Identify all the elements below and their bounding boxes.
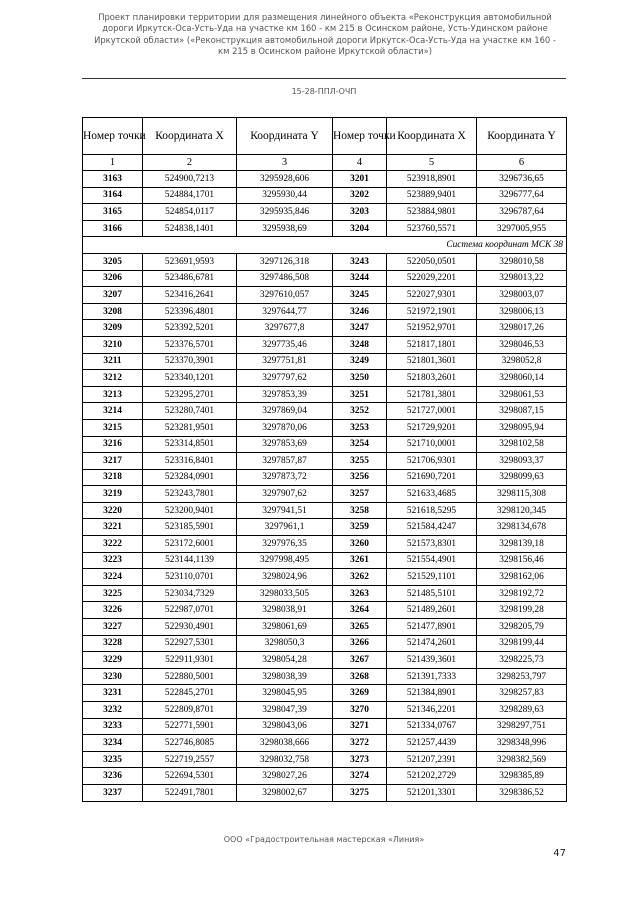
coord-y-cell: 3298017,26 bbox=[477, 320, 567, 337]
point-number-cell: 3254 bbox=[333, 436, 387, 453]
coord-x-cell: 521485,5101 bbox=[387, 585, 477, 602]
coord-x-cell: 523316,8401 bbox=[143, 453, 237, 470]
coord-x-cell: 521439,3601 bbox=[387, 652, 477, 669]
coord-y-cell: 3297677,8 bbox=[237, 320, 333, 337]
coord-y-cell: 3298386,52 bbox=[477, 784, 567, 801]
point-number-cell: 3274 bbox=[333, 768, 387, 785]
coord-y-cell: 3298050,3 bbox=[237, 635, 333, 652]
point-number-cell: 3245 bbox=[333, 287, 387, 304]
point-number-cell: 3268 bbox=[333, 668, 387, 685]
coord-x-cell: 523295,2701 bbox=[143, 386, 237, 403]
table-row bbox=[83, 220, 567, 237]
point-number-cell: 3246 bbox=[333, 303, 387, 320]
point-number-cell: 3263 bbox=[333, 585, 387, 602]
coord-y-cell: 3297797,62 bbox=[237, 370, 333, 387]
coord-y-cell: 3298038,39 bbox=[237, 668, 333, 685]
coord-y-cell: 3298003,07 bbox=[477, 287, 567, 304]
point-number-cell: 3219 bbox=[83, 486, 143, 503]
table-body-bottom bbox=[83, 253, 567, 801]
coord-x-cell: 523884,9801 bbox=[387, 204, 477, 221]
header-divider bbox=[82, 78, 566, 79]
table-row bbox=[83, 519, 567, 536]
point-number-cell: 3205 bbox=[83, 253, 143, 270]
coord-y-cell: 3298115,308 bbox=[477, 486, 567, 503]
point-number-cell: 3260 bbox=[333, 536, 387, 553]
coord-y-cell: 3298054,28 bbox=[237, 652, 333, 669]
coord-y-cell: 3296736,65 bbox=[477, 171, 567, 188]
table-row bbox=[83, 336, 567, 353]
point-number-cell: 3265 bbox=[333, 619, 387, 636]
table-row bbox=[83, 552, 567, 569]
coord-y-cell: 3297907,62 bbox=[237, 486, 333, 503]
table-row bbox=[83, 718, 567, 735]
point-number-cell: 3262 bbox=[333, 569, 387, 586]
header-coord-y-2: Координата Y bbox=[477, 118, 567, 155]
coord-y-cell: 3298139,18 bbox=[477, 536, 567, 553]
coord-y-cell: 3298033,505 bbox=[237, 585, 333, 602]
coord-x-cell: 521633,4685 bbox=[387, 486, 477, 503]
point-number-cell: 3250 bbox=[333, 370, 387, 387]
point-number-cell: 3255 bbox=[333, 453, 387, 470]
coord-x-cell: 522746,8085 bbox=[143, 735, 237, 752]
point-number-cell: 3244 bbox=[333, 270, 387, 287]
table-row bbox=[83, 751, 567, 768]
header-line-4: км 215 в Осинском районе Иркутской области») bbox=[218, 46, 432, 57]
point-number-cell: 3210 bbox=[83, 336, 143, 353]
coord-x-cell: 524838,1401 bbox=[143, 220, 237, 237]
point-number-cell: 3253 bbox=[333, 419, 387, 436]
coord-x-cell: 522927,5301 bbox=[143, 635, 237, 652]
coord-x-cell: 521690,7201 bbox=[387, 469, 477, 486]
point-number-cell: 3211 bbox=[83, 353, 143, 370]
point-number-cell: 3233 bbox=[83, 718, 143, 735]
point-number-cell: 3232 bbox=[83, 702, 143, 719]
point-number-cell: 3204 bbox=[333, 220, 387, 237]
point-number-cell: 3208 bbox=[83, 303, 143, 320]
coord-y-cell: 3295928,606 bbox=[237, 171, 333, 188]
coord-y-cell: 3298099,63 bbox=[477, 469, 567, 486]
coord-y-cell: 3298010,58 bbox=[477, 253, 567, 270]
coord-y-cell: 3298061,69 bbox=[237, 619, 333, 636]
table-body-top bbox=[83, 171, 567, 237]
coord-x-cell: 521554,4901 bbox=[387, 552, 477, 569]
point-number-cell: 3223 bbox=[83, 552, 143, 569]
coord-y-cell: 3298006,13 bbox=[477, 303, 567, 320]
point-number-cell: 3251 bbox=[333, 386, 387, 403]
coord-x-cell: 523918,8901 bbox=[387, 171, 477, 188]
coord-y-cell: 3298024,96 bbox=[237, 569, 333, 586]
coord-y-cell: 3298297,751 bbox=[477, 718, 567, 735]
point-number-cell: 3227 bbox=[83, 619, 143, 636]
coord-y-cell: 3298225,73 bbox=[477, 652, 567, 669]
coord-y-cell: 3298061,53 bbox=[477, 386, 567, 403]
coord-y-cell: 3297941,51 bbox=[237, 502, 333, 519]
point-number-cell: 3207 bbox=[83, 287, 143, 304]
point-number-cell: 3217 bbox=[83, 453, 143, 470]
point-number-cell: 3202 bbox=[333, 187, 387, 204]
point-number-cell: 3266 bbox=[333, 635, 387, 652]
header-line-3: Иркутской области» («Реконструкция автомобильной дороги Иркутск-Оса-Усть-Уда на участке км 160 - bbox=[94, 34, 556, 45]
table-row bbox=[83, 502, 567, 519]
coord-x-cell: 523185,5901 bbox=[143, 519, 237, 536]
table-row bbox=[83, 353, 567, 370]
table-row bbox=[83, 469, 567, 486]
coord-x-cell: 521474,2601 bbox=[387, 635, 477, 652]
coord-y-cell: 3297857,87 bbox=[237, 453, 333, 470]
coord-x-cell: 522719,2557 bbox=[143, 751, 237, 768]
point-number-cell: 3264 bbox=[333, 602, 387, 619]
coord-y-cell: 3297998,495 bbox=[237, 552, 333, 569]
coord-x-cell: 523144,1139 bbox=[143, 552, 237, 569]
point-number-cell: 3230 bbox=[83, 668, 143, 685]
coord-x-cell: 521781,3801 bbox=[387, 386, 477, 403]
coord-y-cell: 3297869,04 bbox=[237, 403, 333, 420]
coord-y-cell: 3298199,44 bbox=[477, 635, 567, 652]
point-number-cell: 3273 bbox=[333, 751, 387, 768]
coord-x-cell: 524854,0117 bbox=[143, 204, 237, 221]
point-number-cell: 3215 bbox=[83, 419, 143, 436]
coord-y-cell: 3297005,955 bbox=[477, 220, 567, 237]
point-number-cell: 3225 bbox=[83, 585, 143, 602]
coord-x-cell: 521710,0001 bbox=[387, 436, 477, 453]
coord-x-cell: 522029,2201 bbox=[387, 270, 477, 287]
point-number-cell: 3256 bbox=[333, 469, 387, 486]
coord-y-cell: 3298093,37 bbox=[477, 453, 567, 470]
point-number-cell: 3275 bbox=[333, 784, 387, 801]
point-number-cell: 3257 bbox=[333, 486, 387, 503]
coord-x-cell: 522771,5901 bbox=[143, 718, 237, 735]
coord-x-cell: 521477,8901 bbox=[387, 619, 477, 636]
point-number-cell: 3224 bbox=[83, 569, 143, 586]
point-number-cell: 3226 bbox=[83, 602, 143, 619]
page-header bbox=[80, 12, 570, 58]
table-row bbox=[83, 685, 567, 702]
point-number-cell: 3248 bbox=[333, 336, 387, 353]
coord-x-cell: 521727,0001 bbox=[387, 403, 477, 420]
point-number-cell: 3249 bbox=[333, 353, 387, 370]
point-number-cell: 3261 bbox=[333, 552, 387, 569]
page-number: 47 bbox=[553, 848, 566, 859]
coord-y-cell: 3298038,666 bbox=[237, 735, 333, 752]
header-point-number-2: Номер точки bbox=[333, 118, 387, 155]
coord-y-cell: 3296777,64 bbox=[477, 187, 567, 204]
point-number-cell: 3231 bbox=[83, 685, 143, 702]
coord-y-cell: 3298052,8 bbox=[477, 353, 567, 370]
coord-x-cell: 523280,7401 bbox=[143, 403, 237, 420]
point-number-cell: 3234 bbox=[83, 735, 143, 752]
coord-y-cell: 3298120,345 bbox=[477, 502, 567, 519]
coord-y-cell: 3297961,1 bbox=[237, 519, 333, 536]
table-row bbox=[83, 419, 567, 436]
coord-y-cell: 3298348,996 bbox=[477, 735, 567, 752]
column-number: 5 bbox=[387, 155, 477, 171]
coord-y-cell: 3298257,83 bbox=[477, 685, 567, 702]
coord-y-cell: 3295938,69 bbox=[237, 220, 333, 237]
table-row bbox=[83, 403, 567, 420]
coord-x-cell: 522930,4901 bbox=[143, 619, 237, 636]
point-number-cell: 3220 bbox=[83, 502, 143, 519]
coord-x-cell: 523281,9501 bbox=[143, 419, 237, 436]
table-row bbox=[83, 702, 567, 719]
point-number-cell: 3236 bbox=[83, 768, 143, 785]
coord-x-cell: 523396,4801 bbox=[143, 303, 237, 320]
point-number-cell: 3270 bbox=[333, 702, 387, 719]
coord-x-cell: 522491,7801 bbox=[143, 784, 237, 801]
coord-x-cell: 521334,0767 bbox=[387, 718, 477, 735]
coord-x-cell: 523172,6001 bbox=[143, 536, 237, 553]
point-number-cell: 3237 bbox=[83, 784, 143, 801]
column-number: 2 bbox=[143, 155, 237, 171]
column-number-row bbox=[83, 155, 567, 171]
table-row bbox=[83, 652, 567, 669]
coord-x-cell: 521706,9301 bbox=[387, 453, 477, 470]
coord-x-cell: 523416,2641 bbox=[143, 287, 237, 304]
document-number: 15-28-ППЛ-ОЧП bbox=[291, 87, 357, 96]
table-header-row bbox=[83, 118, 567, 155]
coord-y-cell: 3296787,64 bbox=[477, 204, 567, 221]
coord-x-cell: 524900,7213 bbox=[143, 171, 237, 188]
coord-y-cell: 3298013,22 bbox=[477, 270, 567, 287]
coord-x-cell: 522809,8701 bbox=[143, 702, 237, 719]
point-number-cell: 3214 bbox=[83, 403, 143, 420]
coord-x-cell: 521729,9201 bbox=[387, 419, 477, 436]
table-row bbox=[83, 602, 567, 619]
table-row bbox=[83, 270, 567, 287]
coord-y-cell: 3298043,06 bbox=[237, 718, 333, 735]
table-row bbox=[83, 253, 567, 270]
coordinate-system-label: Система координат МСК 38 bbox=[83, 237, 567, 254]
coord-x-cell: 523691,9593 bbox=[143, 253, 237, 270]
coord-y-cell: 3297976,35 bbox=[237, 536, 333, 553]
coord-y-cell: 3297873,72 bbox=[237, 469, 333, 486]
header-coord-y-1: Координата Y bbox=[237, 118, 333, 155]
coord-x-cell: 521803,2601 bbox=[387, 370, 477, 387]
coord-x-cell: 521584,4247 bbox=[387, 519, 477, 536]
table-row bbox=[83, 386, 567, 403]
coord-y-cell: 3298002,67 bbox=[237, 784, 333, 801]
coord-x-cell: 523486,6781 bbox=[143, 270, 237, 287]
coord-x-cell: 521346,2201 bbox=[387, 702, 477, 719]
coord-y-cell: 3298253,797 bbox=[477, 668, 567, 685]
coord-x-cell: 521391,7333 bbox=[387, 668, 477, 685]
coord-x-cell: 522880,5001 bbox=[143, 668, 237, 685]
coordinate-system-row bbox=[83, 237, 567, 254]
coord-y-cell: 3298032,758 bbox=[237, 751, 333, 768]
coord-x-cell: 521573,8301 bbox=[387, 536, 477, 553]
coord-y-cell: 3295930,44 bbox=[237, 187, 333, 204]
table-row bbox=[83, 619, 567, 636]
point-number-cell: 3216 bbox=[83, 436, 143, 453]
coord-x-cell: 524884,1701 bbox=[143, 187, 237, 204]
coord-y-cell: 3298289,63 bbox=[477, 702, 567, 719]
coord-y-cell: 3298102,58 bbox=[477, 436, 567, 453]
header-coord-x-2: Координата X bbox=[387, 118, 477, 155]
coord-x-cell: 523110,0701 bbox=[143, 569, 237, 586]
point-number-cell: 3213 bbox=[83, 386, 143, 403]
coord-x-cell: 521817,1801 bbox=[387, 336, 477, 353]
table-row bbox=[83, 536, 567, 553]
coord-x-cell: 521618,5295 bbox=[387, 502, 477, 519]
point-number-cell: 3163 bbox=[83, 171, 143, 188]
table-body-system bbox=[83, 237, 567, 254]
point-number-cell: 3218 bbox=[83, 469, 143, 486]
coord-y-cell: 3298385,89 bbox=[477, 768, 567, 785]
coord-x-cell: 523392,5201 bbox=[143, 320, 237, 337]
coord-x-cell: 523200,9401 bbox=[143, 502, 237, 519]
table-row bbox=[83, 569, 567, 586]
coord-y-cell: 3298156,46 bbox=[477, 552, 567, 569]
table-row bbox=[83, 668, 567, 685]
coord-y-cell: 3297644,77 bbox=[237, 303, 333, 320]
table-row bbox=[83, 320, 567, 337]
column-number: 6 bbox=[477, 155, 567, 171]
table-row bbox=[83, 187, 567, 204]
coord-y-cell: 3297735,46 bbox=[237, 336, 333, 353]
coord-y-cell: 3298162,06 bbox=[477, 569, 567, 586]
table-row bbox=[83, 768, 567, 785]
coord-y-cell: 3297486,508 bbox=[237, 270, 333, 287]
page-footer: ООО «Градостроительная мастерская «Линия» bbox=[223, 835, 425, 844]
coord-x-cell: 521972,1901 bbox=[387, 303, 477, 320]
point-number-cell: 3267 bbox=[333, 652, 387, 669]
coord-y-cell: 3298046,53 bbox=[477, 336, 567, 353]
table-row bbox=[83, 635, 567, 652]
point-number-cell: 3259 bbox=[333, 519, 387, 536]
point-number-cell: 3247 bbox=[333, 320, 387, 337]
coord-y-cell: 3298095,94 bbox=[477, 419, 567, 436]
coord-x-cell: 521384,8901 bbox=[387, 685, 477, 702]
coord-x-cell: 521201,3301 bbox=[387, 784, 477, 801]
coord-y-cell: 3297853,69 bbox=[237, 436, 333, 453]
table-row bbox=[83, 585, 567, 602]
coord-y-cell: 3297853,39 bbox=[237, 386, 333, 403]
coord-y-cell: 3297126,318 bbox=[237, 253, 333, 270]
header-point-number-1: Номер точки bbox=[83, 118, 143, 155]
coordinates-table bbox=[82, 117, 567, 802]
coord-y-cell: 3298047,39 bbox=[237, 702, 333, 719]
column-number: 3 bbox=[237, 155, 333, 171]
coord-x-cell: 521257,4439 bbox=[387, 735, 477, 752]
coord-x-cell: 523243,7801 bbox=[143, 486, 237, 503]
table-row bbox=[83, 204, 567, 221]
point-number-cell: 3243 bbox=[333, 253, 387, 270]
point-number-cell: 3258 bbox=[333, 502, 387, 519]
point-number-cell: 3228 bbox=[83, 635, 143, 652]
coord-x-cell: 521207,2391 bbox=[387, 751, 477, 768]
coord-y-cell: 3298038,91 bbox=[237, 602, 333, 619]
header-line-1: Проект планировки территории для размещения линейного объекта «Реконструкция автомобильной bbox=[98, 12, 552, 22]
point-number-cell: 3269 bbox=[333, 685, 387, 702]
coord-y-cell: 3297751,81 bbox=[237, 353, 333, 370]
point-number-cell: 3229 bbox=[83, 652, 143, 669]
coord-x-cell: 521952,9701 bbox=[387, 320, 477, 337]
point-number-cell: 3166 bbox=[83, 220, 143, 237]
coord-x-cell: 523889,9401 bbox=[387, 187, 477, 204]
coord-y-cell: 3297610,057 bbox=[237, 287, 333, 304]
point-number-cell: 3165 bbox=[83, 204, 143, 221]
coord-x-cell: 521489,2601 bbox=[387, 602, 477, 619]
coord-x-cell: 523340,1201 bbox=[143, 370, 237, 387]
coord-y-cell: 3298199,28 bbox=[477, 602, 567, 619]
column-number: 1 bbox=[83, 155, 143, 171]
table-row bbox=[83, 735, 567, 752]
header-coord-x-1: Координата X bbox=[143, 118, 237, 155]
coord-x-cell: 521202,2729 bbox=[387, 768, 477, 785]
coord-y-cell: 3298027,26 bbox=[237, 768, 333, 785]
coord-x-cell: 522911,9301 bbox=[143, 652, 237, 669]
coord-x-cell: 523034,7329 bbox=[143, 585, 237, 602]
coord-x-cell: 523314,8501 bbox=[143, 436, 237, 453]
coord-x-cell: 522845,2701 bbox=[143, 685, 237, 702]
coord-x-cell: 522987,0701 bbox=[143, 602, 237, 619]
coord-x-cell: 522050,0501 bbox=[387, 253, 477, 270]
coord-x-cell: 522694,5301 bbox=[143, 768, 237, 785]
table-row bbox=[83, 486, 567, 503]
table-row bbox=[83, 784, 567, 801]
table-row bbox=[83, 370, 567, 387]
coord-x-cell: 523760,5571 bbox=[387, 220, 477, 237]
coord-y-cell: 3298205,79 bbox=[477, 619, 567, 636]
point-number-cell: 3221 bbox=[83, 519, 143, 536]
table-row bbox=[83, 303, 567, 320]
point-number-cell: 3206 bbox=[83, 270, 143, 287]
point-number-cell: 3272 bbox=[333, 735, 387, 752]
point-number-cell: 3203 bbox=[333, 204, 387, 221]
point-number-cell: 3235 bbox=[83, 751, 143, 768]
point-number-cell: 3252 bbox=[333, 403, 387, 420]
coord-x-cell: 523370,3901 bbox=[143, 353, 237, 370]
column-number: 4 bbox=[333, 155, 387, 171]
table-row bbox=[83, 171, 567, 188]
coord-y-cell: 3298045,95 bbox=[237, 685, 333, 702]
coord-x-cell: 522027,9301 bbox=[387, 287, 477, 304]
coord-y-cell: 3298060,14 bbox=[477, 370, 567, 387]
coord-y-cell: 3297870,06 bbox=[237, 419, 333, 436]
coord-y-cell: 3298192,72 bbox=[477, 585, 567, 602]
coord-x-cell: 523376,5701 bbox=[143, 336, 237, 353]
coord-y-cell: 3298382,569 bbox=[477, 751, 567, 768]
table-row bbox=[83, 436, 567, 453]
table-row bbox=[83, 287, 567, 304]
point-number-cell: 3164 bbox=[83, 187, 143, 204]
coord-x-cell: 523284,0901 bbox=[143, 469, 237, 486]
table-row bbox=[83, 453, 567, 470]
point-number-cell: 3201 bbox=[333, 171, 387, 188]
coord-y-cell: 3295935,846 bbox=[237, 204, 333, 221]
point-number-cell: 3209 bbox=[83, 320, 143, 337]
coord-x-cell: 521801,3601 bbox=[387, 353, 477, 370]
coord-y-cell: 3298134,678 bbox=[477, 519, 567, 536]
point-number-cell: 3222 bbox=[83, 536, 143, 553]
coord-y-cell: 3298087,15 bbox=[477, 403, 567, 420]
point-number-cell: 3212 bbox=[83, 370, 143, 387]
header-line-2: дороги Иркутск-Оса-Усть-Уда на участке км 160 - км 215 в Осинском районе, Усть-Удинском районе bbox=[102, 23, 548, 34]
point-number-cell: 3271 bbox=[333, 718, 387, 735]
coord-x-cell: 521529,1101 bbox=[387, 569, 477, 586]
